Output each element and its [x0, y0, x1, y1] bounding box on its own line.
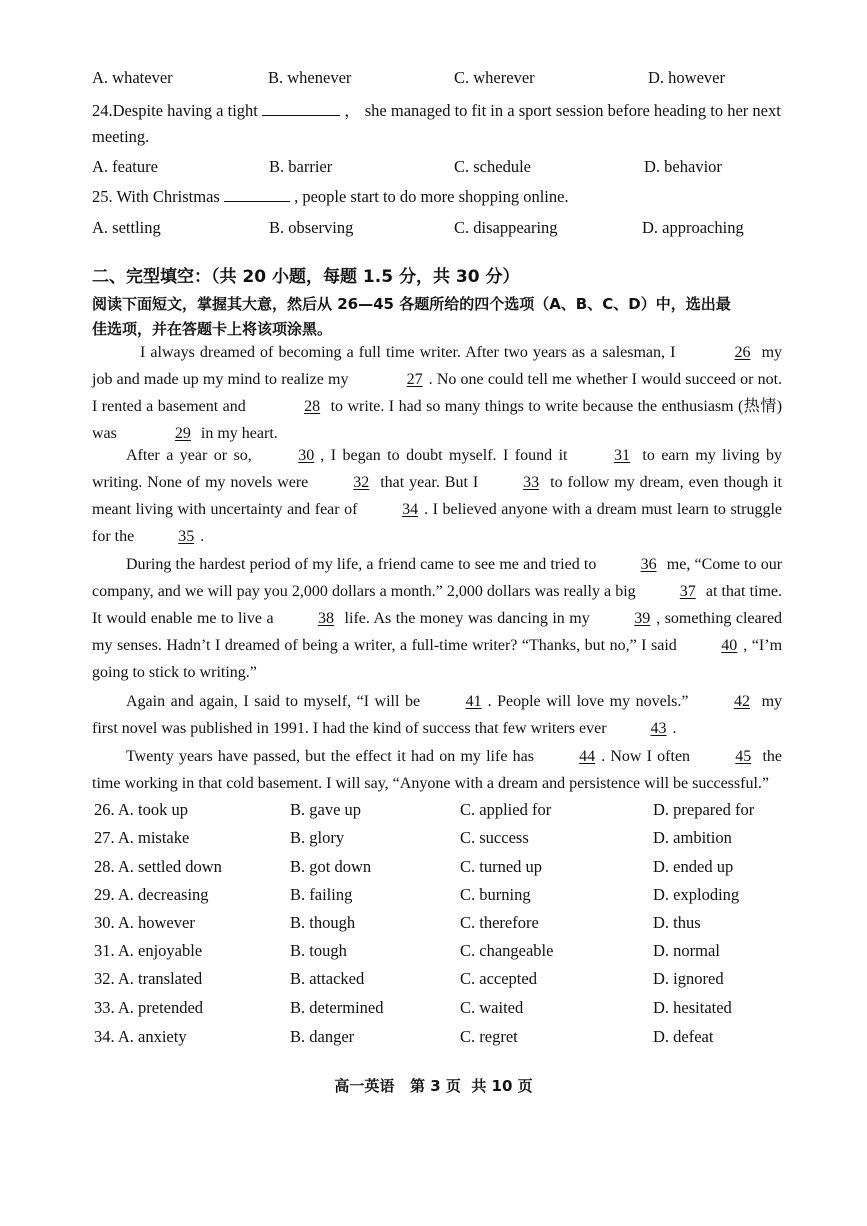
- option-b: B. got down: [290, 857, 372, 876]
- q25-blank: [224, 187, 290, 202]
- text: I always dreamed of becoming a full time writer. After two years as a salesman, I: [140, 344, 676, 361]
- option-b: B. gave up: [290, 800, 362, 819]
- option-c: C. applied for: [460, 800, 552, 819]
- blank-33: 33: [523, 474, 540, 491]
- option-a: 29. A. decreasing: [94, 885, 209, 904]
- passage-paragraph-5: [92, 743, 782, 797]
- option-a: 26. A. took up: [94, 800, 188, 819]
- options-34: [92, 1027, 812, 1053]
- option-a: 27. A. mistake: [94, 828, 190, 847]
- blank-32: 32: [353, 474, 370, 491]
- blank-40: 40: [721, 637, 738, 654]
- passage-paragraph-1: [92, 339, 782, 447]
- option-d: D. defeat: [653, 1027, 714, 1046]
- text: Twenty years have passed, but the effect it had on my life has: [126, 748, 534, 765]
- blank-44: 44: [579, 748, 596, 765]
- option-d: D. hesitated: [653, 998, 732, 1017]
- option-d: D. ignored: [653, 969, 724, 988]
- text: to earn my living by writing. None of my novels were: [92, 447, 783, 491]
- option-c: C. success: [460, 828, 529, 847]
- text: me, “Come to our company, and we will pay you 2,000 dollars a month.” 2,000 dollars was really a big: [92, 556, 783, 600]
- q23-option-a: A. whatever: [92, 68, 173, 87]
- passage-paragraph-3: [92, 551, 782, 686]
- blank-31: 31: [613, 447, 630, 464]
- passage-paragraph-4: [92, 688, 782, 742]
- blank-43: 43: [650, 720, 667, 737]
- text: Again and again, I said to myself, “I will be: [126, 693, 421, 710]
- q25-option-c: C. disappearing: [454, 218, 558, 237]
- blank-26: 26: [734, 344, 751, 361]
- text: After a year or so,: [126, 447, 252, 464]
- page-footer: 高一英语 第 3 页 共 10 页: [334, 1077, 533, 1095]
- blank-41: 41: [465, 693, 482, 710]
- options-26: [92, 800, 812, 826]
- option-c: C. turned up: [460, 857, 543, 876]
- q24-option-a: A. feature: [92, 157, 158, 176]
- q24-option-c: C. schedule: [454, 157, 531, 176]
- text: , I began to doubt myself. I found it: [320, 447, 568, 464]
- blank-39: 39: [634, 610, 651, 627]
- text: . I believed anyone with a dream must learn to struggle for the: [92, 501, 782, 545]
- option-b: B. glory: [290, 828, 345, 847]
- q23-options: [92, 68, 812, 94]
- option-d: D. thus: [653, 913, 701, 932]
- text: life. As the money was dancing in my: [344, 610, 590, 627]
- blank-34: 34: [402, 501, 419, 518]
- q25-option-a: A. settling: [92, 218, 161, 237]
- option-a: 32. A. translated: [94, 969, 203, 988]
- option-d: D. ambition: [653, 828, 732, 847]
- q24-blank: [262, 101, 340, 116]
- option-c: C. changeable: [460, 941, 554, 960]
- text: to write. I had so many things to write because the enthusiasm (热情) was: [92, 398, 783, 442]
- options-30: [92, 913, 812, 939]
- blank-38: 38: [318, 610, 335, 627]
- option-a: 30. A. however: [94, 913, 195, 932]
- option-b: B. danger: [290, 1027, 355, 1046]
- q24-option-b: B. barrier: [269, 157, 333, 176]
- option-d: D. ended up: [653, 857, 734, 876]
- option-b: B. tough: [290, 941, 347, 960]
- section-instruction-2: 佳选项，并在答题卡上将该项涂黑。: [92, 320, 333, 338]
- section-title: 二、完型填空：（共 20 小题，每题 1.5 分，共 30 分）: [92, 267, 520, 287]
- option-a: 33. A. pretended: [94, 998, 204, 1017]
- text: . People will love my novels.”: [487, 693, 689, 710]
- option-c: C. waited: [460, 998, 524, 1017]
- blank-29: 29: [174, 425, 191, 442]
- option-c: C. regret: [460, 1027, 518, 1046]
- q23-option-b: B. whenever: [268, 68, 352, 87]
- option-c: C. accepted: [460, 969, 537, 988]
- options-31: [92, 941, 812, 967]
- option-b: B. attacked: [290, 969, 365, 988]
- text: my job and made up my mind to realize my: [92, 344, 783, 388]
- blank-45: 45: [735, 748, 752, 765]
- options-33: [92, 998, 812, 1024]
- text: that year. But I: [380, 474, 479, 491]
- text: , “I’m going to stick to writing.”: [92, 637, 783, 681]
- q25-stem: [92, 187, 569, 207]
- q24-stem: [92, 97, 781, 121]
- text: to follow my dream, even though it meant living with uncertainty and fear of: [92, 474, 783, 518]
- blank-36: 36: [640, 556, 657, 573]
- options-29: [92, 885, 812, 911]
- q24-suffix: ， she managed to fit in a sport session before heading to her next: [344, 101, 781, 120]
- blank-42: 42: [734, 693, 751, 710]
- text: in my heart.: [200, 425, 278, 442]
- option-b: B. failing: [290, 885, 353, 904]
- q23-option-c: C. wherever: [454, 68, 535, 87]
- option-a: 31. A. enjoyable: [94, 941, 203, 960]
- option-c: C. therefore: [460, 913, 539, 932]
- option-a: 34. A. anxiety: [94, 1027, 187, 1046]
- text: , something cleared my senses. Hadn’t I dreamed of being a writer, a full-time writer? “Thanks, but no,” I said: [92, 610, 783, 654]
- text: . No one could tell me whether I would succeed or not. I rented a basement and: [92, 371, 783, 415]
- option-d: D. exploding: [653, 885, 740, 904]
- text: During the hardest period of my life, a friend came to see me and tried to: [126, 556, 597, 573]
- blank-28: 28: [304, 398, 321, 415]
- blank-37: 37: [679, 583, 696, 600]
- q25-options: [92, 218, 812, 244]
- q25-suffix: , people start to do more shopping online.: [294, 187, 569, 206]
- text: .: [200, 528, 205, 545]
- option-a: 28. A. settled down: [94, 857, 222, 876]
- option-d: D. normal: [653, 941, 720, 960]
- blank-35: 35: [178, 528, 195, 545]
- q24-prefix: 24.Despite having a tight: [92, 101, 258, 120]
- blank-27: 27: [406, 371, 423, 388]
- option-d: D. prepared for: [653, 800, 755, 819]
- option-c: C. burning: [460, 885, 531, 904]
- q24-option-d: D. behavior: [644, 157, 722, 176]
- option-b: B. determined: [290, 998, 384, 1017]
- q24-cont: meeting.: [92, 127, 150, 146]
- q25-option-b: B. observing: [269, 218, 354, 237]
- text: at that time. It would enable me to live a: [92, 583, 783, 627]
- passage-paragraph-2: [92, 442, 782, 550]
- options-32: [92, 969, 812, 995]
- text: . Now I often: [601, 748, 691, 765]
- text: the time working in that cold basement. I will say, “Anyone with a dream and persistence will be successful.”: [92, 748, 783, 792]
- q25-prefix: 25. With Christmas: [92, 187, 220, 206]
- text: .: [672, 720, 677, 737]
- options-27: [92, 828, 812, 854]
- q25-option-d: D. approaching: [642, 218, 744, 237]
- blank-30: 30: [298, 447, 315, 464]
- section-instruction-1: 阅读下面短文，掌握其大意，然后从 26—45 各题所给的四个选项（A、B、C、D）中，选出最: [92, 295, 731, 313]
- q23-option-d: D. however: [648, 68, 725, 87]
- option-b: B. though: [290, 913, 356, 932]
- q24-options: [92, 157, 812, 183]
- options-28: [92, 857, 812, 883]
- text: my first novel was published in 1991. I had the kind of success that few writers ever: [92, 693, 783, 737]
